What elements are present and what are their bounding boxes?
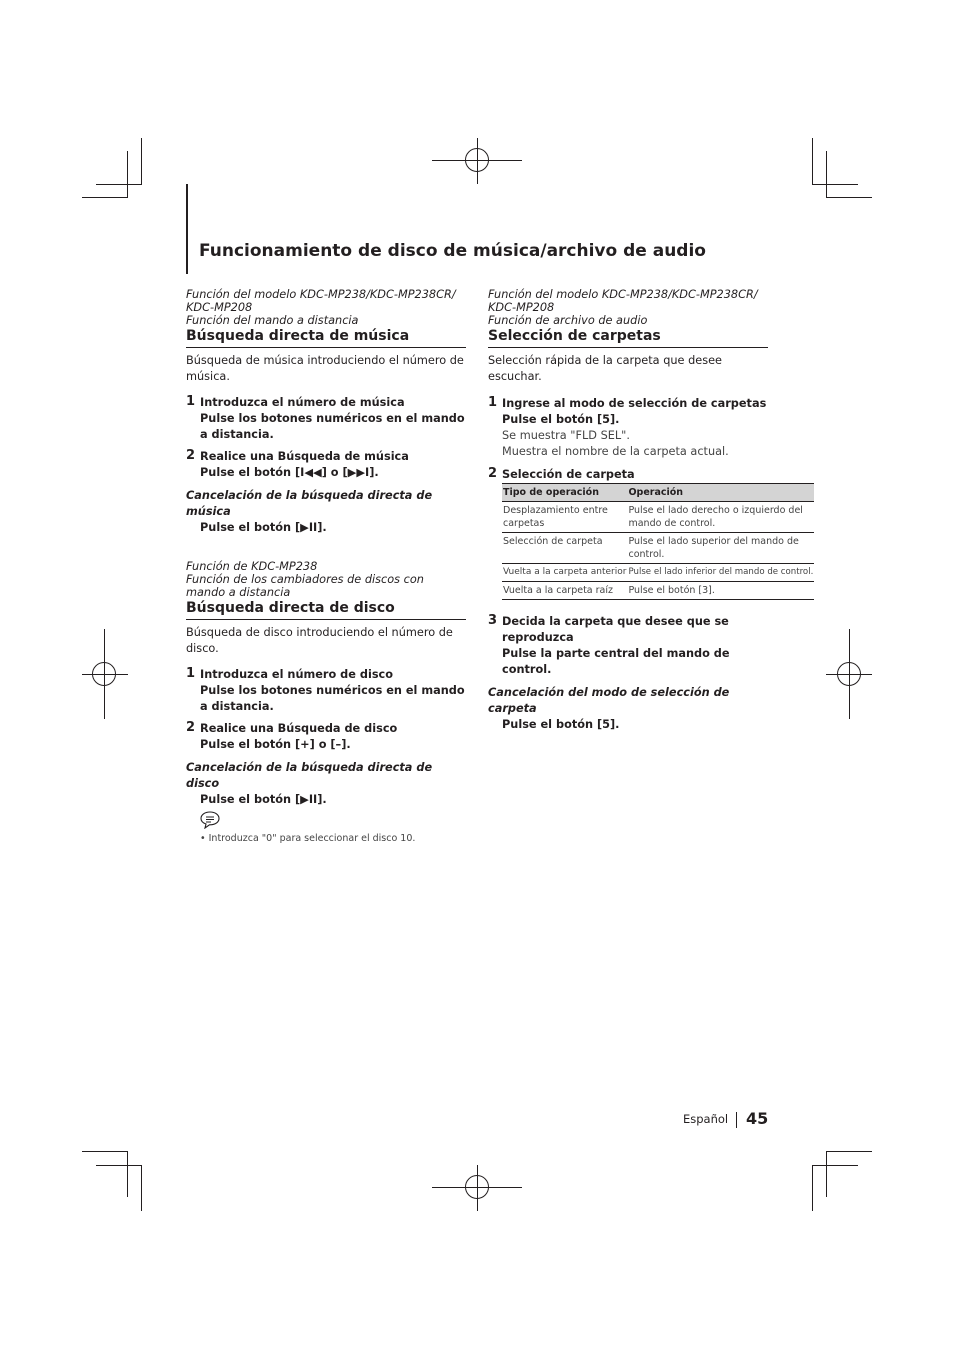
step-2: [488, 467, 768, 483]
step-title: Introduzca el número de disco: [200, 668, 394, 681]
step-body: Pulse la parte central del mando de control.: [502, 647, 730, 676]
intro-text: Selección rápida de la carpeta que desee escuchar.: [488, 354, 722, 383]
step-number: 2: [186, 720, 196, 735]
table-header: Tipo de operación: [502, 484, 627, 502]
step-2: [186, 449, 466, 481]
step-body: Pulse el botón [5].: [502, 413, 620, 426]
step-number: 3: [488, 613, 498, 628]
crop-mark: [127, 1151, 128, 1197]
note-text: • Introduzca "0" para seleccionar el disco 10.: [200, 833, 416, 844]
step-note: Se muestra "FLD SEL".: [502, 429, 630, 442]
crop-mark: [82, 1151, 128, 1152]
section-music-search: [186, 288, 466, 536]
cancel-body: Pulse el botón [▶II].: [200, 793, 327, 806]
step-3: [488, 614, 768, 678]
step-1: [186, 395, 466, 443]
footer-language: Español: [683, 1112, 729, 1126]
crop-mark: [812, 1165, 858, 1166]
crop-mark: [812, 138, 813, 184]
step-body: Pulse los botones numéricos en el mando a distancia.: [200, 412, 465, 441]
crop-mark: [826, 151, 827, 197]
step-note: Muestra el nombre de la carpeta actual.: [502, 445, 729, 458]
function-label: Función de los cambiadores de discos con mando a distancia: [186, 573, 424, 599]
step-body: Pulse el botón [+] o [–].: [200, 738, 351, 751]
table-cell: Selección de carpeta: [502, 533, 627, 564]
step-1: [186, 667, 466, 715]
step-title: Realice una Búsqueda de disco: [200, 722, 398, 735]
table-cell: Vuelta a la carpeta raíz: [502, 582, 627, 600]
table-cell: Pulse el lado inferior del mando de control.: [627, 564, 814, 582]
step-number: 1: [186, 394, 196, 409]
intro-text: Búsqueda de disco introduciendo el número de disco.: [186, 626, 453, 655]
section-heading: Selección de carpetas: [488, 328, 768, 348]
table-cell: Pulse el botón [3].: [627, 582, 814, 600]
table-row: [502, 582, 814, 600]
step-2: [186, 721, 466, 753]
step-body: Pulse los botones numéricos en el mando a distancia.: [200, 684, 465, 713]
note-speech-icon: [186, 811, 466, 831]
page-title: Funcionamiento de disco de música/archivo de audio: [199, 241, 706, 261]
step-title: Decida la carpeta que desee que se reproduzca: [502, 615, 729, 644]
cancel-title: Cancelación de la búsqueda directa de disco: [186, 761, 433, 790]
crop-mark: [826, 1151, 872, 1152]
function-label: Función de archivo de audio: [488, 314, 648, 327]
intro-text: Búsqueda de música introduciendo el número de música.: [186, 354, 464, 383]
crop-mark: [812, 184, 858, 185]
section-folder-select: [488, 288, 814, 733]
step-number: 2: [186, 448, 196, 463]
crop-mark: [82, 197, 128, 198]
crop-mark: [127, 151, 128, 197]
cancel-body: Pulse el botón [5].: [502, 718, 620, 731]
crop-mark: [96, 1165, 142, 1166]
title-bar: [186, 184, 188, 274]
crop-mark: [96, 184, 142, 185]
page-number: 45: [746, 1109, 769, 1128]
crop-mark: [141, 1165, 142, 1211]
table-header-row: [502, 484, 814, 502]
step-1: [488, 396, 768, 460]
crop-mark: [826, 197, 872, 198]
crop-mark: [826, 1151, 827, 1197]
crop-mark: [812, 1165, 813, 1211]
step-number: 1: [186, 666, 196, 681]
table-cell: Pulse el lado derecho o izquierdo del mando de control.: [627, 502, 814, 533]
step-body: Pulse el botón [I◀◀] o [▶▶I].: [200, 466, 379, 479]
table-row: [502, 502, 814, 533]
section-heading: Búsqueda directa de disco: [186, 600, 466, 620]
model-label: KDC-MP208: [186, 301, 253, 314]
step-title: Realice una Búsqueda de música: [200, 450, 409, 463]
cancel-title: Cancelación del modo de selección de carpeta: [488, 686, 730, 715]
step-number: 2: [488, 466, 498, 481]
step-number: 1: [488, 395, 498, 410]
cancel-title: Cancelación de la búsqueda directa de música: [186, 489, 433, 518]
operation-table: [502, 483, 814, 600]
table-row: [502, 564, 814, 582]
footer-divider: [736, 1112, 737, 1128]
table-row: [502, 533, 814, 564]
table-cell: Vuelta a la carpeta anterior: [502, 564, 627, 582]
crop-mark: [141, 138, 142, 184]
model-label: KDC-MP208: [488, 301, 555, 314]
table-cell: Pulse el lado superior del mando de control.: [627, 533, 814, 564]
step-title: Ingrese al modo de selección de carpetas: [502, 397, 767, 410]
section-disc-search: [186, 560, 466, 845]
model-label: Función del modelo KDC-MP238/KDC-MP238CR/: [488, 288, 758, 301]
model-label: Función del modelo KDC-MP238/KDC-MP238CR/: [186, 288, 456, 301]
cancel-body: Pulse el botón [▶II].: [200, 521, 327, 534]
step-title: Selección de carpeta: [502, 468, 635, 481]
function-label: Función del mando a distancia: [186, 314, 359, 327]
model-label: Función de KDC-MP238: [186, 560, 318, 573]
section-heading: Búsqueda directa de música: [186, 328, 466, 348]
table-cell: Desplazamiento entre carpetas: [502, 502, 627, 533]
step-title: Introduzca el número de música: [200, 396, 405, 409]
table-header: Operación: [627, 484, 814, 502]
